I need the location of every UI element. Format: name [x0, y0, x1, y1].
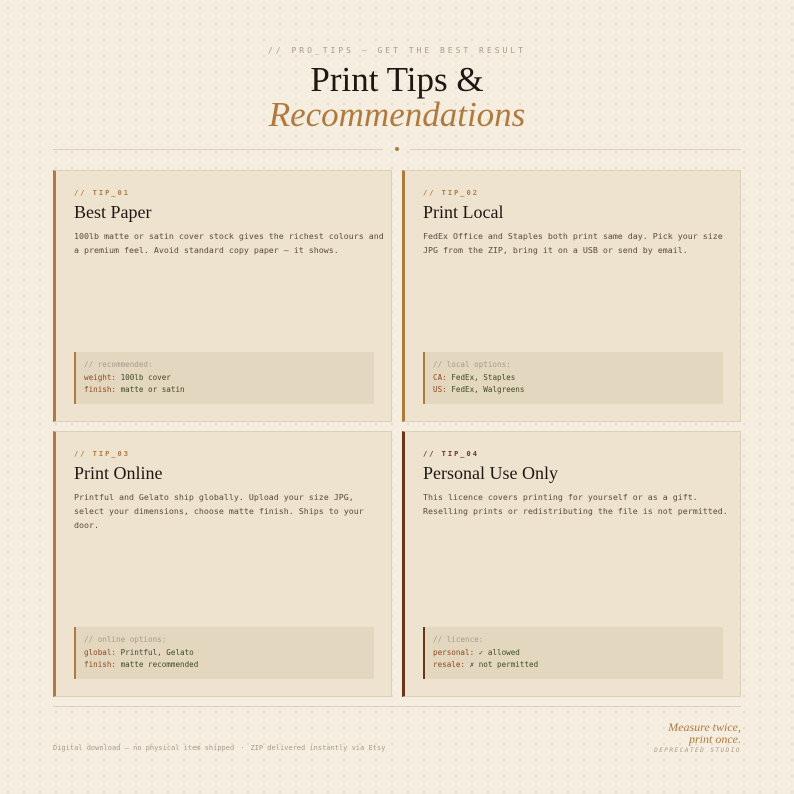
code-key: weight: — [84, 372, 117, 382]
tip-tag: // TIP_02 — [423, 189, 479, 197]
tip-tag: // TIP_01 — [74, 189, 130, 197]
page-subtitle: Recommendations — [268, 95, 526, 134]
code-comment: // licence: — [433, 635, 484, 644]
code-key: resale: — [433, 660, 466, 669]
tip-body — [74, 229, 384, 257]
divider-left — [53, 149, 383, 150]
tip-card-best-paper — [53, 170, 392, 422]
divider-dot — [395, 147, 399, 151]
code-line — [433, 384, 723, 397]
tip-body-line: door. — [74, 520, 99, 530]
code-line — [433, 647, 723, 660]
motto-line: Measure twice, — [668, 720, 741, 734]
code-value: Printful, Gelato — [120, 647, 194, 657]
code-line — [84, 384, 374, 397]
code-line — [84, 659, 374, 672]
tip-body-line: JPG from the ZIP, bring it on a USB or send by email. — [423, 245, 688, 255]
code-key: finish: — [84, 385, 117, 394]
footer-note — [53, 744, 385, 752]
page-title: Print Tips & — [310, 60, 484, 99]
studio-name: DEPRECATED STUDIO — [654, 747, 741, 754]
tip-body-line: Reselling prints or redistributing the file is not permitted. — [423, 506, 728, 516]
tip-card-personal-use — [402, 431, 741, 697]
code-key: CA: — [433, 372, 447, 382]
tip-body-line: This licence covers printing for yourself or as a gift. — [423, 492, 698, 502]
tip-card-print-online — [53, 431, 392, 697]
code-comment: // online options: — [84, 635, 167, 644]
tip-title: Print Local — [423, 202, 504, 222]
code-key: US: — [433, 385, 447, 394]
footer-motto — [668, 721, 741, 745]
code-block — [74, 627, 374, 679]
tip-title: Print Online — [74, 463, 163, 483]
motto-line: print once. — [689, 732, 741, 746]
divider-right — [410, 149, 741, 150]
code-line — [84, 647, 374, 660]
code-comment: // recommended: — [84, 360, 153, 369]
code-value: ✗ not permitted — [469, 660, 539, 669]
code-value: ✓ allowed — [478, 647, 520, 657]
tip-body — [423, 229, 725, 257]
tip-body-line: select your dimensions, choose matte finish. Ships to your — [74, 506, 364, 516]
tip-tag: // TIP_03 — [74, 450, 130, 458]
footer-separator: · — [240, 744, 245, 752]
code-value: FedEx, Walgreens — [451, 385, 525, 394]
code-block — [74, 352, 374, 404]
eyebrow-label: // PRO_TIPS — GET THE BEST RESULT — [268, 46, 526, 55]
code-line — [433, 659, 723, 672]
tip-body-line: FedEx Office and Staples both print same day. Pick your size — [423, 231, 723, 241]
code-key: finish: — [84, 660, 117, 669]
code-key: personal: — [433, 647, 475, 657]
code-comment: // local options: — [433, 360, 511, 369]
footer-divider — [53, 706, 741, 707]
tip-body-line: a premium feel. Avoid standard copy paper — it shows. — [74, 245, 339, 255]
code-value: FedEx, Staples — [451, 372, 516, 382]
tip-body-line: 100lb matte or satin cover stock gives the richest colours and — [74, 231, 384, 241]
code-block — [423, 627, 723, 679]
tip-body — [423, 490, 728, 518]
footer-note-left: Digital download — no physical item shipped — [53, 744, 235, 752]
tip-card-print-local — [402, 170, 741, 422]
code-value: matte or satin — [120, 385, 185, 394]
tip-title: Personal Use Only — [423, 463, 558, 483]
footer-note-right: ZIP delivered instantly via Etsy — [250, 744, 386, 752]
code-line — [84, 372, 374, 385]
tip-tag: // TIP_04 — [423, 450, 479, 458]
code-value: matte recommended — [120, 660, 199, 669]
tip-title: Best Paper — [74, 202, 152, 222]
code-line — [433, 372, 723, 385]
tip-body — [74, 490, 376, 532]
code-block — [423, 352, 723, 404]
code-value: 100lb cover — [120, 372, 171, 382]
code-key: global: — [84, 647, 117, 657]
tip-body-line: Printful and Gelato ship globally. Upload your size JPG, — [74, 492, 354, 502]
